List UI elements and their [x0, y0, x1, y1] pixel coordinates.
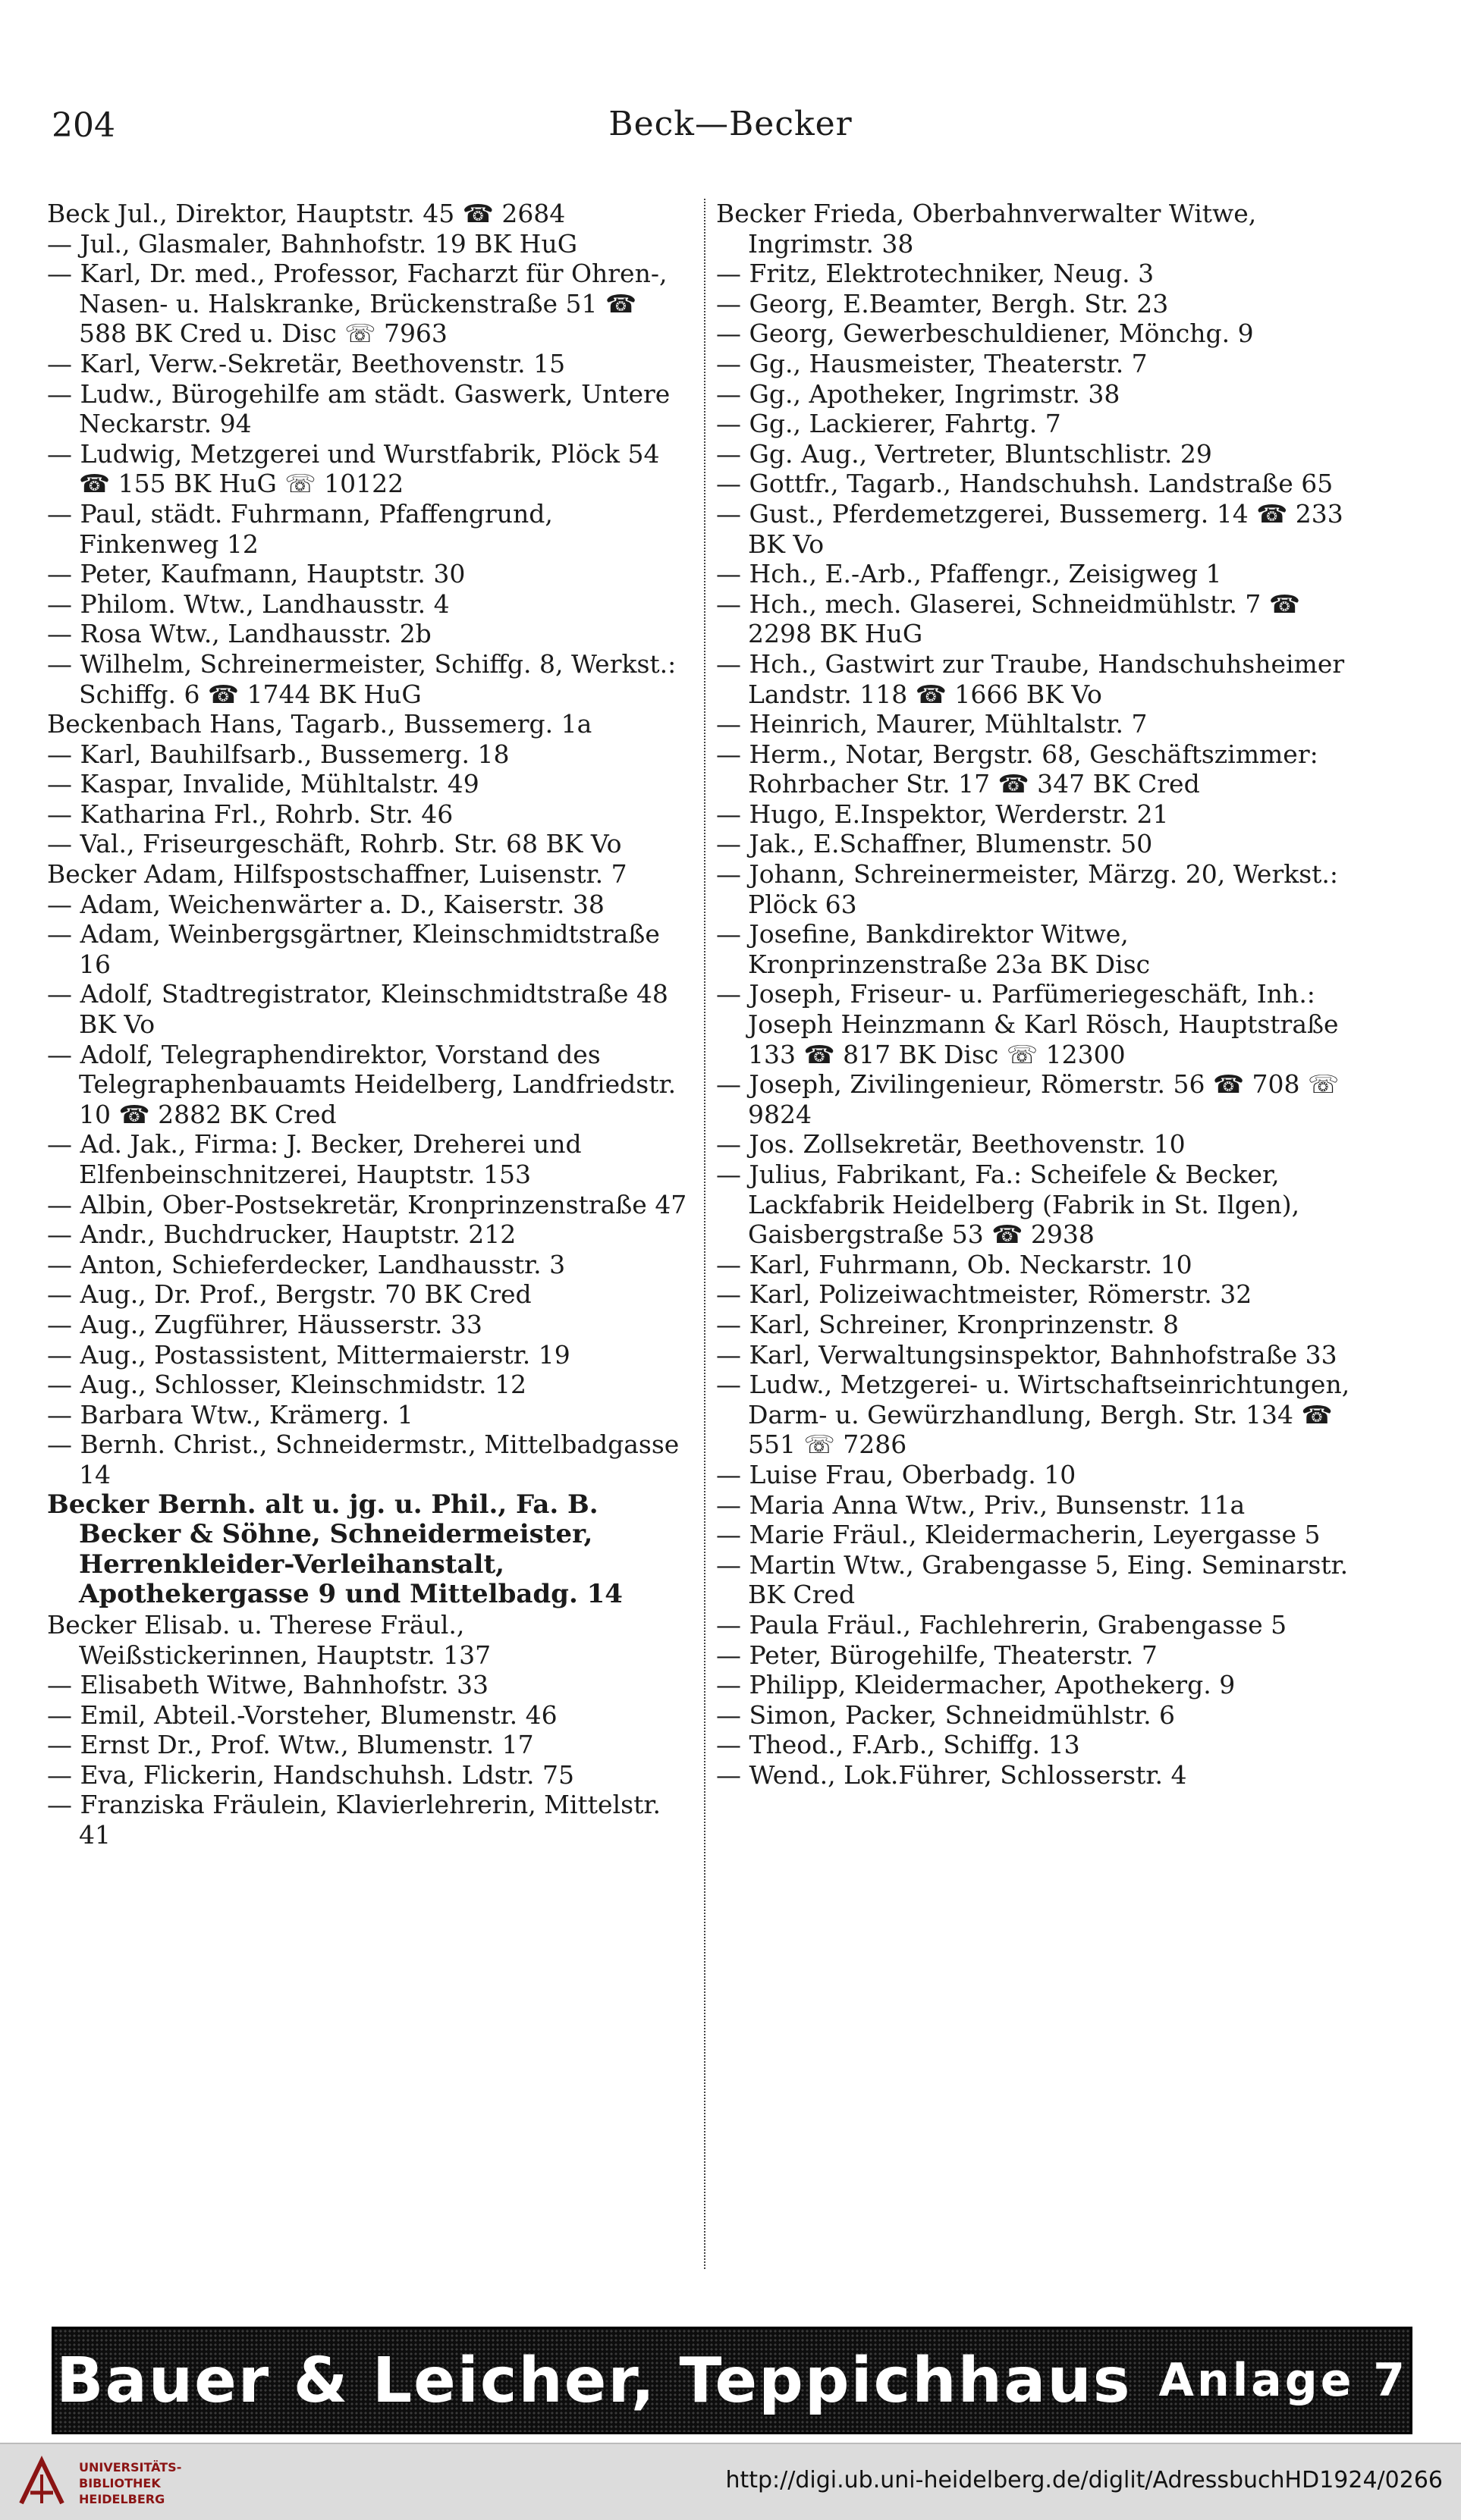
directory-entry: — Joseph, Friseur- u. Parfümeriegeschäft, Inh.: Joseph Heinzmann & Karl Rösch, Hauptstraße 133 ☎ 817 BK Disc ☏ 12300 — [716, 979, 1339, 1069]
directory-entry: — Jos. Zollsekretär, Beethovenstr. 10 — [716, 1129, 1186, 1160]
directory-entry: — Karl, Dr. med., Professor, Facharzt für Ohren-, Nasen- u. Halskranke, Brückenstraße 51 ☎ 588 BK Cred u. Disc ☏ 7963 — [47, 259, 668, 349]
directory-entry: — Jak., E.Schaffner, Blumenstr. 50 — [716, 829, 1153, 859]
directory-entry: — Wilhelm, Schreinermeister, Schiffg. 8, Werkst.: Schiffg. 6 ☎ 1744 BK HuG — [47, 648, 677, 709]
directory-entry: — Kaspar, Invalide, Mühltalstr. 49 — [47, 769, 479, 799]
directory-entry: — Gg., Lackierer, Fahrtg. 7 — [716, 409, 1061, 439]
left-column — [47, 199, 692, 1850]
directory-entry: — Gg. Aug., Vertreter, Bluntschlistr. 29 — [716, 438, 1212, 469]
directory-entry: — Franziska Fräulein, Klavierlehrerin, Mittelstr. 41 — [47, 1790, 661, 1850]
right-column — [716, 199, 1361, 1790]
directory-entry: — Aug., Zugführer, Häusserstr. 33 — [47, 1309, 482, 1339]
directory-entry: — Josefine, Bankdirektor Witwe, Kronprinzenstraße 23a BK Disc — [716, 919, 1151, 979]
directory-entry: — Emil, Abteil.-Vorsteher, Blumenstr. 46 — [47, 1699, 558, 1730]
library-name: UNIVERSITÄTS- BIBLIOTHEK HEIDELBERG — [79, 2460, 182, 2506]
directory-entry: — Johann, Schreinermeister, Märzg. 20, Werkst.: Plöck 63 — [716, 859, 1339, 919]
directory-entry: — Philipp, Kleidermacher, Apothekerg. 9 — [716, 1670, 1236, 1700]
advertisement-banner — [52, 2327, 1412, 2434]
directory-entry: Becker Bernh. alt u. jg. u. Phil., Fa. B. Becker & Söhne, Schneidermeister, Herrenkleider-Verleihanstalt, Apothekergasse 9 und Mittelbadg. 14 — [47, 1489, 623, 1610]
directory-entry: — Maria Anna Wtw., Priv., Bunsenstr. 11a — [716, 1489, 1246, 1520]
directory-entry: — Gust., Pferdemetzgerei, Bussemerg. 14 ☎ 233 BK Vo — [716, 498, 1343, 559]
directory-entry: — Theod., F.Arb., Schiffg. 13 — [716, 1730, 1080, 1760]
directory-entry: — Adam, Weinbergsgärtner, Kleinschmidtstraße 16 — [47, 919, 660, 979]
directory-entry: — Simon, Packer, Schneidmühlstr. 6 — [716, 1699, 1176, 1730]
directory-entry: — Peter, Kaufmann, Hauptstr. 30 — [47, 559, 466, 589]
directory-entry: Beckenbach Hans, Tagarb., Bussemerg. 1a — [47, 709, 592, 739]
directory-entry: — Katharina Frl., Rohrb. Str. 46 — [47, 799, 454, 829]
directory-entry: — Ad. Jak., Firma: J. Becker, Dreherei und Elfenbeinschnitzerei, Hauptstr. 153 — [47, 1129, 582, 1189]
directory-entry: — Philom. Wtw., Landhausstr. 4 — [47, 588, 450, 619]
directory-entry: — Elisabeth Witwe, Bahnhofstr. 33 — [47, 1670, 489, 1700]
directory-entry: — Jul., Glasmaler, Bahnhofstr. 19 BK HuG — [47, 228, 578, 259]
directory-entry: — Marie Fräul., Kleidermacherin, Leyergasse 5 — [716, 1520, 1321, 1550]
directory-entry: — Martin Wtw., Grabengasse 5, Eing. Seminarstr. BK Cred — [716, 1549, 1349, 1610]
library-seal-icon — [14, 2455, 70, 2511]
directory-entry: Becker Elisab. u. Therese Fräul., Weißstickerinnen, Hauptstr. 137 — [47, 1609, 492, 1670]
directory-entry: — Luise Frau, Oberbadg. 10 — [716, 1459, 1076, 1489]
directory-entry: — Georg, E.Beamter, Bergh. Str. 23 — [716, 288, 1169, 319]
directory-entry: — Paula Fräul., Fachlehrerin, Grabengasse 5 — [716, 1609, 1287, 1640]
directory-entry: — Ernst Dr., Prof. Wtw., Blumenstr. 17 — [47, 1730, 534, 1760]
directory-entry: — Andr., Buchdrucker, Hauptstr. 212 — [47, 1219, 517, 1250]
directory-entry: — Georg, Gewerbeschuldiener, Mönchg. 9 — [716, 319, 1254, 349]
directory-entry: — Bernh. Christ., Schneidermstr., Mittelbadgasse 14 — [47, 1429, 680, 1489]
directory-entry: Becker Adam, Hilfspostschaffner, Luisenstr. 7 — [47, 859, 627, 890]
directory-entry: — Hch., mech. Glaserei, Schneidmühlstr. 7 ☎ 2298 BK HuG — [716, 588, 1300, 649]
directory-entry: — Herm., Notar, Bergstr. 68, Geschäftszimmer: Rohrbacher Str. 17 ☎ 347 BK Cred — [716, 739, 1318, 799]
directory-entry: Beck Jul., Direktor, Hauptstr. 45 ☎ 2684 — [47, 199, 566, 228]
advertisement-extra: Anlage 7 — [1158, 2354, 1409, 2407]
directory-entry: — Anton, Schieferdecker, Landhausstr. 3 — [47, 1249, 566, 1279]
directory-entry: — Karl, Polizeiwachtmeister, Römerstr. 32 — [716, 1279, 1252, 1310]
directory-entry: — Ludw., Bürogehilfe am städt. Gaswerk, Untere Neckarstr. 94 — [47, 378, 671, 439]
directory-entry: — Eva, Flickerin, Handschuhsh. Ldstr. 75 — [47, 1759, 574, 1790]
directory-entry: — Ludw., Metzgerei- u. Wirtschaftseinrichtungen, Darm- u. Gewürzhandlung, Bergh. Str. 134 ☎ 551 ☏ 7286 — [716, 1370, 1350, 1460]
directory-entry: — Val., Friseurgeschäft, Rohrb. Str. 68 BK Vo — [47, 829, 622, 859]
directory-entry: — Joseph, Zivilingenieur, Römerstr. 56 ☎ 708 ☏ 9824 — [716, 1069, 1340, 1129]
advertisement-text: Bauer & Leicher, Teppichhaus — [55, 2344, 1132, 2417]
directory-entry: — Julius, Fabrikant, Fa.: Scheifele & Becker, Lackfabrik Heidelberg (Fabrik in St. Ilgen), Gaisbergstraße 53 ☎ 2938 — [716, 1160, 1300, 1250]
directory-entry: — Paul, städt. Fuhrmann, Pfaffengrund, Finkenweg 12 — [47, 498, 553, 559]
directory-entry: — Gg., Apotheker, Ingrimstr. 38 — [716, 378, 1120, 409]
directory-entry: — Adam, Weichenwärter a. D., Kaiserstr. 38 — [47, 889, 605, 919]
running-title: Beck—Becker — [608, 105, 853, 143]
directory-entry: — Adolf, Telegraphendirektor, Vorstand des Telegraphenbauamts Heidelberg, Landfriedstr. 10 ☎ 2882 BK Cred — [47, 1039, 677, 1129]
directory-entry: — Ludwig, Metzgerei und Wurstfabrik, Plöck 54 ☎ 155 BK HuG ☏ 10122 — [47, 438, 660, 499]
source-url-link[interactable]: http://digi.ub.uni-heidelberg.de/diglit/AdressbuchHD1924/0266 — [725, 2467, 1443, 2493]
column-divider — [704, 199, 705, 2269]
directory-entry: — Wend., Lok.Führer, Schlosserstr. 4 — [716, 1759, 1187, 1790]
directory-entry: — Hch., Gastwirt zur Traube, Handschuhsheimer Landstr. 118 ☎ 1666 BK Vo — [716, 648, 1345, 709]
footer-bar — [0, 2443, 1461, 2520]
directory-entry: — Karl, Fuhrmann, Ob. Neckarstr. 10 — [716, 1249, 1192, 1279]
directory-entry: — Gottfr., Tagarb., Handschuhsh. Landstraße 65 — [716, 469, 1334, 499]
directory-entry: Becker Frieda, Oberbahnverwalter Witwe, Ingrimstr. 38 — [716, 199, 1257, 259]
directory-entry: — Rosa Wtw., Landhausstr. 2b — [47, 619, 432, 649]
library-logo[interactable] — [14, 2455, 211, 2511]
directory-entry: — Karl, Verwaltungsinspektor, Bahnhofstraße 33 — [716, 1339, 1337, 1370]
directory-entry: — Peter, Bürogehilfe, Theaterstr. 7 — [716, 1640, 1158, 1670]
directory-entry: — Albin, Ober-Postsekretär, Kronprinzenstraße 47 — [47, 1189, 687, 1219]
directory-entry: — Karl, Verw.-Sekretär, Beethovenstr. 15 — [47, 348, 566, 378]
directory-entry: — Adolf, Stadtregistrator, Kleinschmidtstraße 48 BK Vo — [47, 979, 668, 1040]
directory-entry: — Fritz, Elektrotechniker, Neug. 3 — [716, 259, 1155, 289]
directory-entry: — Aug., Dr. Prof., Bergstr. 70 BK Cred — [47, 1279, 532, 1310]
directory-entry: — Aug., Postassistent, Mittermaierstr. 19 — [47, 1339, 570, 1370]
page-number: 204 — [52, 106, 115, 145]
directory-entry: — Aug., Schlosser, Kleinschmidstr. 12 — [47, 1370, 526, 1400]
directory-entry: — Heinrich, Maurer, Mühltalstr. 7 — [716, 709, 1148, 739]
directory-entry: — Hugo, E.Inspektor, Werderstr. 21 — [716, 799, 1169, 829]
directory-entry: — Karl, Schreiner, Kronprinzenstr. 8 — [716, 1309, 1179, 1339]
directory-entry: — Karl, Bauhilfsarb., Bussemerg. 18 — [47, 739, 510, 769]
directory-entry: — Hch., E.-Arb., Pfaffengr., Zeisigweg 1 — [716, 559, 1222, 589]
directory-entry: — Gg., Hausmeister, Theaterstr. 7 — [716, 348, 1148, 378]
directory-entry: — Barbara Wtw., Krämerg. 1 — [47, 1399, 413, 1429]
